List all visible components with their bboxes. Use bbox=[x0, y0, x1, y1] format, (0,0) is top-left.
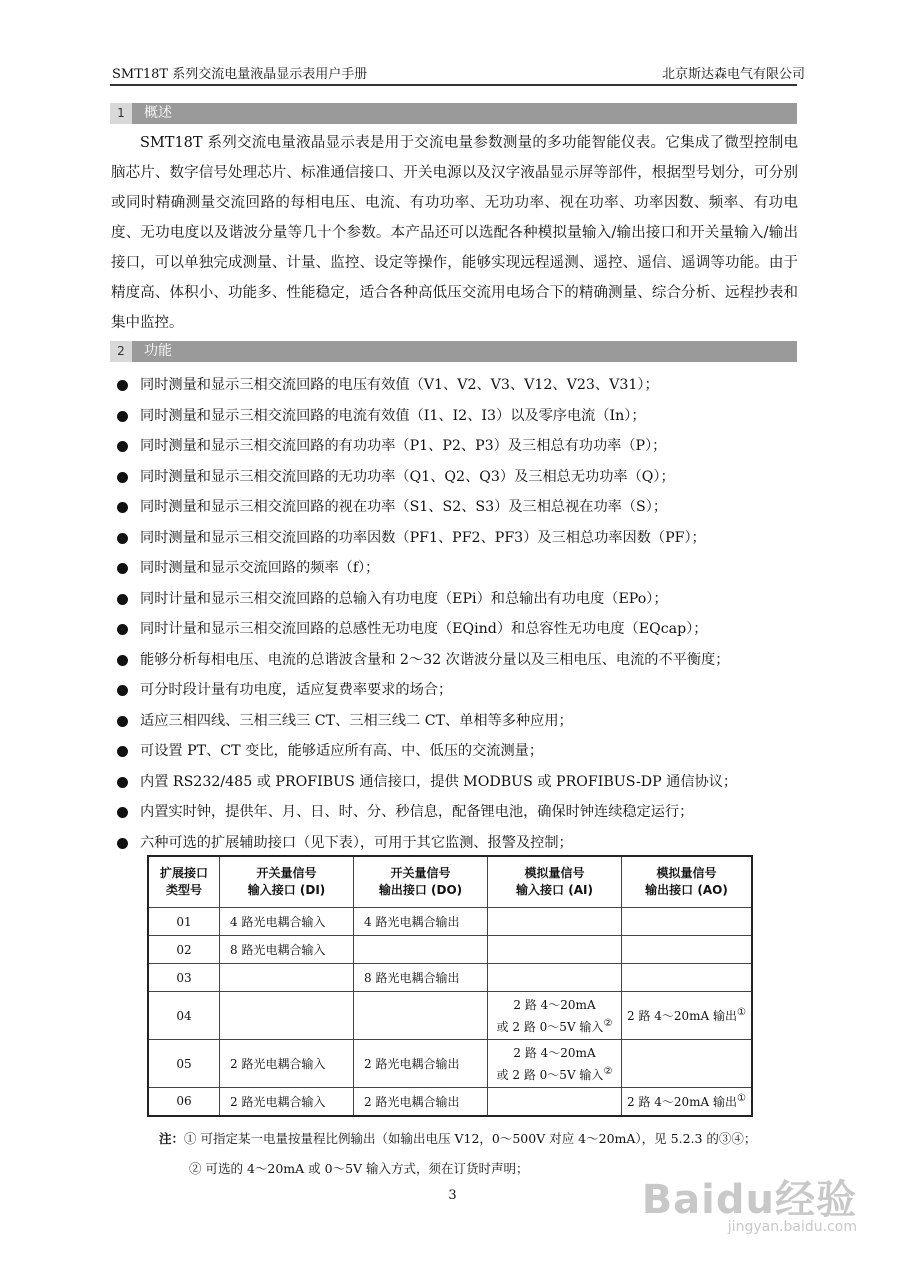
note-1: 注：① 可指定某一电量按量程比例输出（如输出电压 V12，0～500V 对应 4～20mA），见 5.2.3 的③④； bbox=[159, 1131, 757, 1146]
table-row bbox=[148, 992, 752, 1040]
section-2-number: 2 bbox=[110, 341, 132, 362]
list-item: 同时测量和显示三相交流回路的电流有效值（I1、I2、I3）以及零序电流（In）； bbox=[111, 401, 737, 432]
cell-type: 06 bbox=[148, 1088, 220, 1116]
bullet-icon bbox=[117, 685, 128, 696]
cell-di: 8 路光电耦合输入 bbox=[220, 936, 354, 964]
header-type: 扩展接口 类型号 bbox=[148, 856, 220, 908]
bullet-icon bbox=[117, 472, 128, 483]
list-item: 同时测量和显示交流回路的频率（f）； bbox=[111, 553, 737, 584]
cell-ao bbox=[622, 936, 753, 964]
list-item: 适应三相四线、三相三线三 CT、三相三线二 CT、单相等多种应用； bbox=[111, 706, 737, 737]
list-item: 同时测量和显示三相交流回路的无功功率（Q1、Q2、Q3）及三相总无功功率（Q）； bbox=[111, 462, 737, 493]
cell-type: 04 bbox=[148, 992, 220, 1040]
table-row bbox=[148, 1088, 752, 1116]
header-di: 开关量信号 输入接口 (DI) bbox=[220, 856, 354, 908]
cell-ai bbox=[488, 936, 622, 964]
bullet-icon bbox=[117, 624, 128, 635]
header-ao: 模拟量信号 输出接口 (AO) bbox=[622, 856, 753, 908]
section-2-title: 功能 bbox=[144, 343, 172, 359]
cell-ai: 2 路 4～20mA 或 2 路 0～5V 输入② bbox=[488, 992, 622, 1040]
cell-ao bbox=[622, 908, 753, 936]
cell-do: 2 路光电耦合输出 bbox=[354, 1040, 488, 1088]
list-item: 同时测量和显示三相交流回路的视在功率（S1、S2、S3）及三相总视在功率（S）； bbox=[111, 492, 737, 523]
header-rule bbox=[110, 84, 797, 86]
section-1-bar bbox=[110, 103, 797, 124]
cell-di bbox=[220, 992, 354, 1040]
list-item: 内置 RS232/485 或 PROFIBUS 通信接口，提供 MODBUS 或 PROFIBUS-DP 通信协议； bbox=[111, 767, 737, 798]
cell-type: 03 bbox=[148, 964, 220, 992]
list-item: 六种可选的扩展辅助接口（见下表），可用于其它监测、报警及控制； bbox=[111, 828, 737, 859]
note-label: 注： bbox=[159, 1131, 185, 1146]
cell-di: 4 路光电耦合输入 bbox=[220, 908, 354, 936]
table-row bbox=[148, 908, 752, 936]
section-2-bar bbox=[110, 341, 797, 362]
cell-type: 01 bbox=[148, 908, 220, 936]
table-header-row bbox=[148, 856, 752, 908]
bullet-icon bbox=[117, 380, 128, 391]
bullet-icon bbox=[117, 807, 128, 818]
bullet-icon bbox=[117, 655, 128, 666]
list-item: 同时计量和显示三相交流回路的总输入有功电度（EPi）和总输出有功电度（EPo）； bbox=[111, 584, 737, 615]
cell-type: 02 bbox=[148, 936, 220, 964]
list-item: 可设置 PT、CT 变比，能够适应所有高、中、低压的交流测量； bbox=[111, 736, 737, 767]
bullet-icon bbox=[117, 563, 128, 574]
note-2: ② 可选的 4～20mA 或 0～5V 输入方式，须在订货时声明； bbox=[189, 1161, 529, 1176]
cell-ao bbox=[622, 964, 753, 992]
bullet-icon bbox=[117, 838, 128, 849]
cell-ao: 2 路 4～20mA 输出① bbox=[622, 992, 753, 1040]
bullet-icon bbox=[117, 777, 128, 788]
header-ai: 模拟量信号 输入接口 (AI) bbox=[488, 856, 622, 908]
header-right: 北京斯达森电气有限公司 bbox=[661, 67, 805, 82]
cell-do: 2 路光电耦合输出 bbox=[354, 1088, 488, 1116]
cell-do bbox=[354, 992, 488, 1040]
table-row bbox=[148, 964, 752, 992]
list-item: 同时计量和显示三相交流回路的总感性无功电度（EQind）和总容性无功电度（EQcap）； bbox=[111, 614, 737, 645]
cell-ai bbox=[488, 964, 622, 992]
page-number: 3 bbox=[448, 1188, 457, 1203]
interface-table bbox=[147, 855, 753, 1117]
cell-di: 2 路光电耦合输入 bbox=[220, 1040, 354, 1088]
cell-ai bbox=[488, 908, 622, 936]
list-item: 内置实时钟，提供年、月、日、时、分、秒信息，配备锂电池，确保时钟连续稳定运行； bbox=[111, 797, 737, 828]
cell-di bbox=[220, 964, 354, 992]
list-item: 可分时段计量有功电度，适应复费率要求的场合； bbox=[111, 675, 737, 706]
header-do: 开关量信号 输出接口 (DO) bbox=[354, 856, 488, 908]
cell-do: 8 路光电耦合输出 bbox=[354, 964, 488, 992]
list-item: 同时测量和显示三相交流回路的功率因数（PF1、PF2、PF3）及三相总功率因数（PF）； bbox=[111, 523, 737, 554]
bullet-icon bbox=[117, 411, 128, 422]
cell-ao bbox=[622, 1040, 753, 1088]
section-1-number: 1 bbox=[110, 103, 132, 124]
bullet-icon bbox=[117, 746, 128, 757]
list-item: 同时测量和显示三相交流回路的电压有效值（V1、V2、V3、V12、V23、V31）； bbox=[111, 370, 737, 401]
bullet-icon bbox=[117, 533, 128, 544]
watermark-logo-text: Baidu经验 bbox=[641, 1177, 857, 1223]
bullet-icon bbox=[117, 594, 128, 605]
table-row bbox=[148, 1040, 752, 1088]
bullet-icon bbox=[117, 441, 128, 452]
watermark bbox=[642, 1168, 857, 1235]
cell-ai bbox=[488, 1088, 622, 1116]
function-list bbox=[111, 370, 737, 858]
bullet-icon bbox=[117, 502, 128, 513]
cell-ai: 2 路 4～20mA 或 2 路 0～5V 输入② bbox=[488, 1040, 622, 1088]
cell-do: 4 路光电耦合输出 bbox=[354, 908, 488, 936]
watermark-url: jingyan.baidu.com bbox=[727, 1219, 857, 1235]
section-1-title: 概述 bbox=[144, 105, 172, 121]
overview-paragraph: SMT18T 系列交流电量液晶显示表是用于交流电量参数测量的多功能智能仪表。它集成了微型控制电脑芯片、数字信号处理芯片、标准通信接口、开关电源以及汉字液晶显示屏等部件，根据型号划分，可分别或同时精确测量交流回路的每相电压、电流、有功功率、无功功率、视在功率、功率因数、频率、有功电度、无功电度以及谐波分量等几十个参数。本产品还可以选配各种模拟量输入/输出接口和开关量输入/输出接口，可以单独完成测量、计量、监控、设定等操作，能够实现远程遥测、遥控、遥信、遥调等功能。由于精度高、体积小、功能多、性能稳定，适合各种高低压交流用电场合下的精确测量、综合分析、远程抄表和集中监控。 bbox=[111, 135, 798, 331]
cell-do bbox=[354, 936, 488, 964]
bullet-icon bbox=[117, 716, 128, 727]
cell-ao: 2 路 4～20mA 输出① bbox=[622, 1088, 753, 1116]
list-item: 能够分析每相电压、电流的总谐波含量和 2～32 次谐波分量以及三相电压、电流的不平衡度； bbox=[111, 645, 737, 676]
table-row bbox=[148, 936, 752, 964]
cell-type: 05 bbox=[148, 1040, 220, 1088]
cell-di: 2 路光电耦合输入 bbox=[220, 1088, 354, 1116]
list-item: 同时测量和显示三相交流回路的有功功率（P1、P2、P3）及三相总有功功率（P）； bbox=[111, 431, 737, 462]
header-left: SMT18T 系列交流电量液晶显示表用户手册 bbox=[112, 67, 368, 82]
